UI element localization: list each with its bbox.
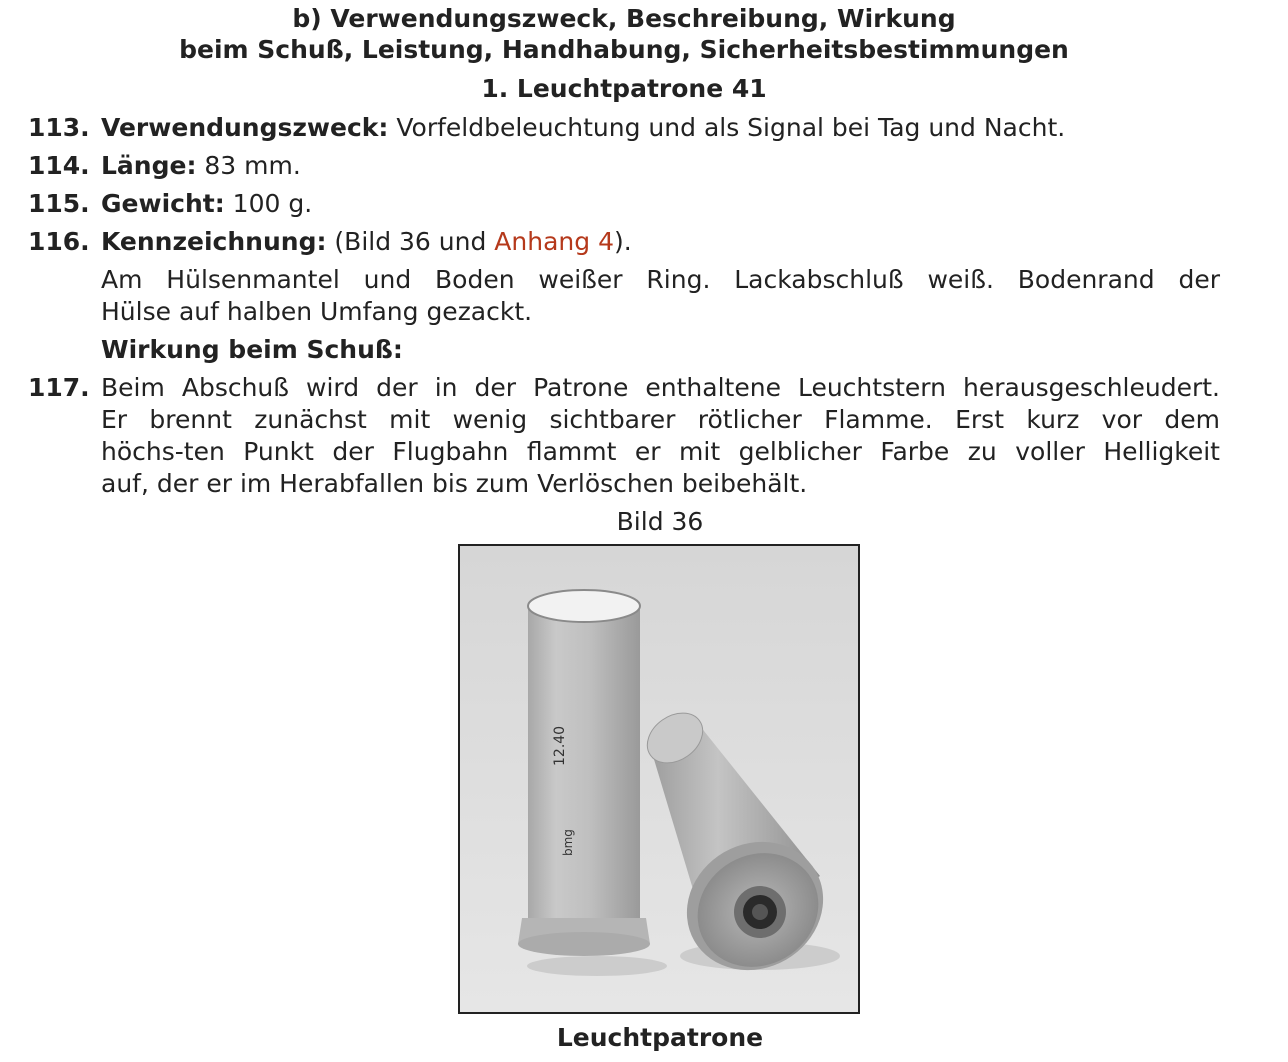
figure-label: Bild 36 [616,507,704,536]
paragraph-text: 83 mm. [196,151,301,180]
paragraph-line: Beim Abschuß wird der in der Patrone enthaltene Leuchtstern herausgeschleudert. [101,373,1220,402]
paragraph-line: Er brennt zunächst mit wenig sichtbarer rötlicher Flamme. Erst kurz vor dem [101,405,1220,434]
paragraph-text: Vorfeldbeleuchtung und als Signal bei Tag und Nacht. [388,113,1066,142]
section-subtitle: 1. Leuchtpatrone 41 [481,74,767,103]
paragraph-115 [28,188,1220,220]
paragraph-text: ). [613,227,632,256]
paragraph-label: Länge: [101,151,197,180]
paragraph-label: Verwendungszweck: [101,113,389,142]
paragraph-label: Gewicht: [101,189,225,218]
paragraph-line: auf, der er im Herabfallen bis zum Verlöschen beibehält. [101,469,808,498]
paragraph-text: (Bild 36 und [326,227,495,256]
paragraph-number: 116. [28,227,90,256]
figure-caption: Leuchtpatrone [556,1023,764,1052]
figure-image [458,544,860,1014]
cartridge-marking: 12.40 [552,725,568,766]
wirkung-heading [28,334,1220,366]
section-title-line-1: b) Verwendungszweck, Beschreibung, Wirkung [292,4,956,33]
paragraph-117 [28,372,1220,500]
cartridge-marking: bmg [561,829,575,856]
paragraph-number: 113. [28,113,90,142]
paragraph-113 [28,112,1220,144]
paragraph-number: 117. [28,373,90,402]
paragraph-line: Hülse auf halben Umfang gezackt. [101,297,533,326]
cartridge-photo [460,546,858,1012]
paragraph-number: 114. [28,151,90,180]
paragraph-number: 115. [28,189,90,218]
paragraph-114 [28,150,1220,182]
paragraph-text: 100 g. [224,189,313,218]
paragraph-label: Wirkung beim Schuß: [101,335,403,364]
paragraph-line: höchs-ten Punkt der Flugbahn flammt er mit gelblicher Farbe zu voller Helligkeit [101,437,1220,466]
paragraph-116 [28,226,1220,258]
anhang-4-link[interactable]: Anhang 4 [494,227,614,256]
paragraph-line: Am Hülsenmantel und Boden weißer Ring. Lackabschluß weiß. Bodenrand der [101,265,1220,294]
section-title-line-2: beim Schuß, Leistung, Handhabung, Sicherheitsbestimmungen [179,35,1069,64]
paragraph-label: Kennzeichnung: [101,227,327,256]
paragraph-116-description [28,264,1220,328]
